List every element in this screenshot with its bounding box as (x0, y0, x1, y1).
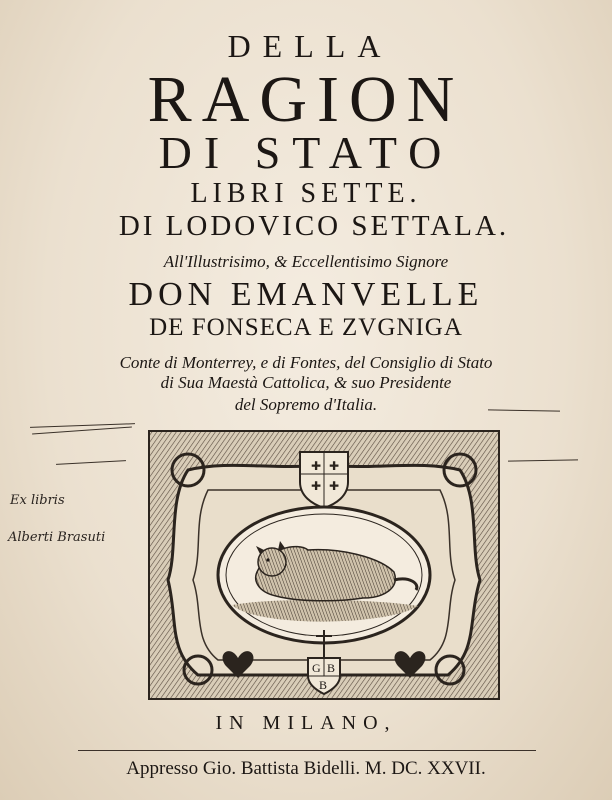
monogram-letter-b: B (327, 661, 336, 675)
struck-inscription-left-2 (32, 427, 132, 435)
svg-text:✚: ✚ (329, 459, 340, 473)
imprint-rule (78, 750, 536, 751)
title-line-della: DELLA (227, 28, 393, 64)
dedicatee-name-line1: DON EMANVELLE (128, 276, 484, 313)
svg-text:✚: ✚ (329, 479, 340, 493)
title-line-di-stato: DI STATO (158, 127, 454, 178)
scribble-left (56, 460, 126, 465)
handwritten-ex-libris: Ex libris (10, 493, 65, 508)
printers-device-engraving (148, 430, 500, 700)
monogram-letter-b2: B (319, 678, 328, 692)
dedication-line: All'Illustrisimo, & Eccellentisimo Signore (163, 252, 449, 271)
place-of-publication: IN MILANO, (215, 712, 397, 734)
dedicatee-titles-line2: di Sua Maestà Cattolica, & suo Presidente (160, 373, 452, 392)
title-line-libri-sette: LIBRI SETTE. (190, 178, 422, 209)
author-line: DI LODOVICO SETTALA. (118, 210, 510, 242)
dedicatee-name-line2: DE FONSECA E ZVGNIGA (149, 314, 463, 341)
imprint-line: Appresso Gio. Battista Bidelli. M. DC. XXVII. (126, 758, 486, 779)
dedicatee-titles-line1: Conte di Monterrey, e di Fontes, del Consiglio di Stato (119, 353, 493, 372)
svg-text:✚: ✚ (311, 459, 322, 473)
monogram-letter-g: G (312, 661, 321, 675)
dedicatee-titles-line3: del Sopremo d'Italia. (234, 395, 378, 414)
title-line-ragion: RAGION (147, 63, 465, 136)
svg-text:✚: ✚ (311, 479, 322, 493)
handwritten-owner-name: Alberti Brasuti (8, 530, 106, 545)
scribble-right (508, 459, 578, 461)
